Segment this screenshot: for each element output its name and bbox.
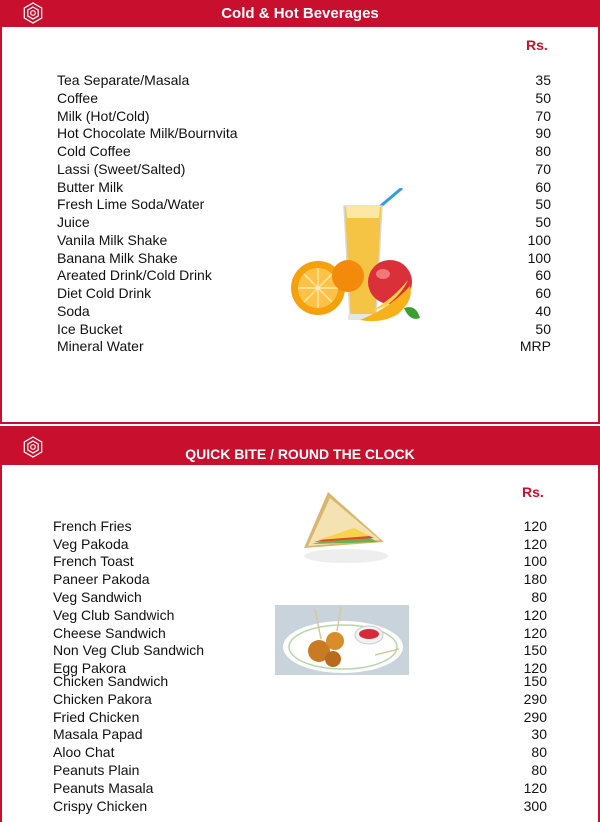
sandwich-image — [298, 488, 390, 564]
menu-item-row — [53, 571, 547, 589]
menu-item-row — [53, 762, 547, 780]
menu-item-name: Veg Sandwich — [53, 589, 142, 605]
menu-item-price: 120 — [523, 536, 547, 552]
menu-item-price: 100 — [527, 232, 551, 248]
beverages-currency-label: Rs. — [526, 37, 548, 53]
menu-item-name: Vanila Milk Shake — [57, 232, 168, 248]
menu-item-price: 70 — [535, 108, 551, 124]
menu-item-row — [57, 143, 551, 161]
menu-item-name: Aloo Chat — [53, 744, 115, 760]
menu-item-name: Diet Cold Drink — [57, 285, 152, 301]
menu-item-price: 35 — [535, 72, 551, 88]
menu-item-price: 60 — [535, 179, 551, 195]
menu-item-price: 100 — [527, 250, 551, 266]
menu-item-name: Tea Separate/Masala — [57, 72, 190, 88]
menu-item-name: Veg Club Sandwich — [53, 607, 175, 623]
menu-item-name: Mineral Water — [57, 338, 144, 354]
menu-item-name: Banana Milk Shake — [57, 250, 178, 266]
menu-item-name: Masala Papad — [53, 726, 143, 742]
menu-item-name: Paneer Pakoda — [53, 571, 150, 587]
menu-item-name: French Toast — [53, 553, 134, 569]
menu-item-price: 120 — [523, 625, 547, 641]
menu-item-price: 100 — [523, 553, 547, 569]
menu-item-name: Butter Milk — [57, 179, 124, 195]
menu-item-price: 300 — [523, 798, 547, 814]
hotel-logo-icon — [22, 436, 44, 458]
pakora-plate-image — [275, 605, 409, 675]
menu-item-name: Egg Pakora — [53, 660, 127, 676]
menu-item-row — [57, 72, 551, 90]
menu-item-name: Ice Bucket — [57, 321, 123, 337]
menu-item-name: Lassi (Sweet/Salted) — [57, 161, 186, 177]
menu-item-price: 120 — [523, 518, 547, 534]
menu-item-row — [57, 161, 551, 179]
menu-item-price: 290 — [523, 709, 547, 725]
menu-item-price: 90 — [535, 125, 551, 141]
menu-item-name: Areated Drink/Cold Drink — [57, 267, 212, 283]
menu-item-name: Juice — [57, 214, 90, 230]
menu-item-price: 80 — [531, 589, 547, 605]
menu-item-name: Cold Coffee — [57, 143, 131, 159]
menu-item-price: 80 — [535, 143, 551, 159]
juice-and-fruits-image — [290, 188, 422, 328]
menu-item-name: French Fries — [53, 518, 132, 534]
menu-item-name: Cheese Sandwich — [53, 625, 166, 641]
menu-item-row — [57, 108, 551, 126]
menu-item-name: Coffee — [57, 90, 98, 106]
menu-item-row — [53, 744, 547, 762]
menu-item-price: 180 — [523, 571, 547, 587]
menu-item-row — [53, 673, 547, 691]
menu-item-row — [53, 780, 547, 798]
menu-item-row — [53, 726, 547, 744]
menu-item-name: Non Veg Club Sandwich — [53, 642, 204, 658]
menu-item-name: Fried Chicken — [53, 709, 140, 725]
menu-item-price: 120 — [523, 607, 547, 623]
menu-item-name: Chicken Pakora — [53, 691, 152, 707]
quick-bite-header — [0, 426, 600, 465]
beverages-header — [0, 0, 600, 27]
menu-item-price: 120 — [523, 660, 547, 676]
menu-item-price: MRP — [519, 338, 551, 354]
menu-item-price: 70 — [535, 161, 551, 177]
beverages-title: Cold & Hot Beverages — [221, 5, 379, 22]
menu-item-price: 30 — [531, 726, 547, 742]
menu-item-name: Peanuts Masala — [53, 780, 154, 796]
menu-item-price: 80 — [531, 744, 547, 760]
menu-item-name: Hot Chocolate Milk/Bournvita — [57, 125, 238, 141]
menu-item-price: 60 — [535, 267, 551, 283]
menu-item-name: Veg Pakoda — [53, 536, 129, 552]
menu-item-price: 50 — [535, 196, 551, 212]
menu-item-price: 120 — [523, 780, 547, 796]
menu-item-price: 150 — [523, 673, 547, 689]
menu-item-price: 50 — [535, 214, 551, 230]
menu-item-price: 80 — [531, 762, 547, 778]
menu-item-name: Fresh Lime Soda/Water — [57, 196, 205, 212]
menu-item-row — [57, 90, 551, 108]
menu-item-name: Milk (Hot/Cold) — [57, 108, 150, 124]
quick-bite-currency-label: Rs. — [522, 484, 544, 500]
quick-bite-section — [0, 426, 600, 822]
menu-item-price: 60 — [535, 285, 551, 301]
menu-item-price: 290 — [523, 691, 547, 707]
menu-item-row — [53, 798, 547, 816]
menu-item-name: Chicken Sandwich — [53, 673, 169, 689]
menu-item-name: Crispy Chicken — [53, 798, 148, 814]
menu-item-price: 50 — [535, 90, 551, 106]
menu-item-price: 50 — [535, 321, 551, 337]
menu-item-row — [57, 125, 551, 143]
menu-item-row — [53, 709, 547, 727]
menu-item-row — [53, 691, 547, 709]
menu-item-row — [57, 338, 551, 356]
menu-item-name: Peanuts Plain — [53, 762, 140, 778]
menu-item-price: 150 — [523, 642, 547, 658]
hotel-logo-icon — [22, 2, 44, 24]
quick-bite-title: QUICK BITE / ROUND THE CLOCK — [185, 446, 415, 462]
menu-item-name: Soda — [57, 303, 90, 319]
menu-item-price: 40 — [535, 303, 551, 319]
